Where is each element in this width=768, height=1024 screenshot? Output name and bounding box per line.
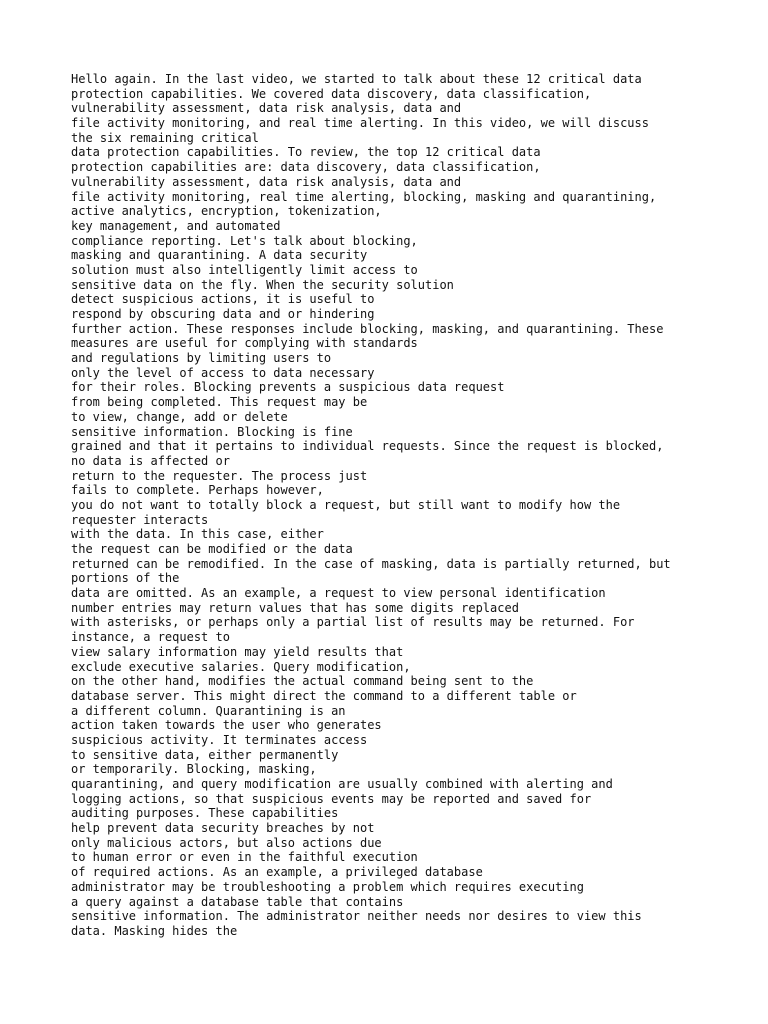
transcript-line: help prevent data security breaches by not — [71, 821, 375, 836]
transcript-line: the request can be modified or the data — [71, 542, 353, 556]
transcript-line: action taken towards the user who generates — [71, 718, 382, 733]
transcript-line: returned can be remodified. In the case of masking, data is partially returned, but — [71, 556, 671, 571]
transcript-line: to human error or even in the faithful execution — [71, 850, 418, 865]
transcript-line: you do not want to totally block a request, but still want to modify how the — [71, 497, 621, 512]
transcript-line: the six remaining critical — [71, 130, 259, 145]
transcript-line: number entries may return values that has some digits replaced — [71, 600, 519, 615]
transcript-text — [71, 72, 671, 939]
transcript-line: key management, and automated — [71, 218, 281, 233]
transcript-line: and regulations by limiting users to — [71, 351, 332, 366]
transcript-line: active analytics, encryption, tokenization, — [71, 204, 382, 219]
transcript-line: only malicious actors, but also actions due — [71, 835, 382, 850]
transcript-line: data. Masking hides the — [71, 923, 238, 938]
transcript-line: compliance reporting. Let's talk about blocking, — [71, 233, 418, 248]
transcript-line: no data is affected or — [71, 453, 230, 468]
transcript-line: for their roles. Blocking prevents a suspicious data request — [71, 380, 505, 395]
transcript-line: exclude executive salaries. Query modification, — [71, 659, 411, 674]
transcript-line: from being completed. This request may be — [71, 395, 368, 410]
transcript-line: on the other hand, modifies the actual command being sent to the — [71, 674, 534, 689]
transcript-line: detect suspicious actions, it is useful to — [71, 292, 375, 307]
transcript-line: protection capabilities. We covered data discovery, data classification, — [71, 86, 592, 101]
transcript-line: only the level of access to data necessary — [71, 365, 375, 380]
transcript-line: logging actions, so that suspicious events may be reported and saved for — [71, 791, 592, 806]
transcript-line: fails to complete. Perhaps however, — [71, 483, 324, 498]
transcript-line: data protection capabilities. To review, the top 12 critical data — [71, 145, 541, 160]
transcript-line: database server. This might direct the command to a different table or — [71, 688, 577, 703]
transcript-line: administrator may be troubleshooting a problem which requires executing — [71, 879, 584, 894]
transcript-line: to view, change, add or delete — [71, 409, 288, 424]
transcript-line: further action. These responses include blocking, masking, and quarantining. These — [71, 321, 664, 336]
transcript-line: with asterisks, or perhaps only a partial list of results may be returned. For — [71, 615, 635, 630]
transcript-line: masking and quarantining. A data security — [71, 248, 368, 263]
transcript-line: vulnerability assessment, data risk analysis, data and — [71, 101, 462, 116]
transcript-line: solution must also intelligently limit access to — [71, 262, 418, 277]
transcript-line: return to the requester. The process just — [71, 468, 368, 483]
transcript-line: grained and that it pertains to individual requests. Since the request is blocked, — [71, 439, 664, 454]
transcript-line: view salary information may yield results that — [71, 644, 404, 659]
transcript-line: a different column. Quarantining is an — [71, 703, 346, 718]
transcript-line: vulnerability assessment, data risk analysis, data and — [71, 174, 462, 189]
transcript-line: sensitive information. Blocking is fine — [71, 424, 353, 439]
transcript-line: measures are useful for complying with standards — [71, 336, 418, 351]
transcript-line: a query against a database table that contains — [71, 894, 404, 909]
transcript-line: sensitive information. The administrator neither needs nor desires to view this — [71, 909, 642, 924]
transcript-line: with the data. In this case, either — [71, 527, 324, 542]
transcript-line: instance, a request to — [71, 630, 230, 645]
transcript-line: Hello again. In the last video, we started to talk about these 12 critical data — [71, 72, 642, 86]
transcript-line: file activity monitoring, real time alerting, blocking, masking and quarantining, — [71, 189, 657, 204]
transcript-line: portions of the — [71, 571, 180, 586]
transcript-line: of required actions. As an example, a privileged database — [71, 865, 483, 880]
transcript-line: or temporarily. Blocking, masking, — [71, 762, 317, 777]
transcript-line: requester interacts — [71, 512, 209, 527]
transcript-line: sensitive data on the fly. When the security solution — [71, 277, 454, 292]
transcript-line: quarantining, and query modification are usually combined with alerting and — [71, 777, 613, 791]
transcript-line: data are omitted. As an example, a request to view personal identification — [71, 586, 606, 601]
transcript-line: to sensitive data, either permanently — [71, 747, 339, 762]
transcript-line: suspicious activity. It terminates access — [71, 732, 368, 747]
transcript-line: auditing purposes. These capabilities — [71, 806, 339, 821]
transcript-line: protection capabilities are: data discovery, data classification, — [71, 160, 541, 175]
transcript-line: file activity monitoring, and real time alerting. In this video, we will discuss — [71, 116, 649, 131]
transcript-line: respond by obscuring data and or hindering — [71, 307, 375, 321]
